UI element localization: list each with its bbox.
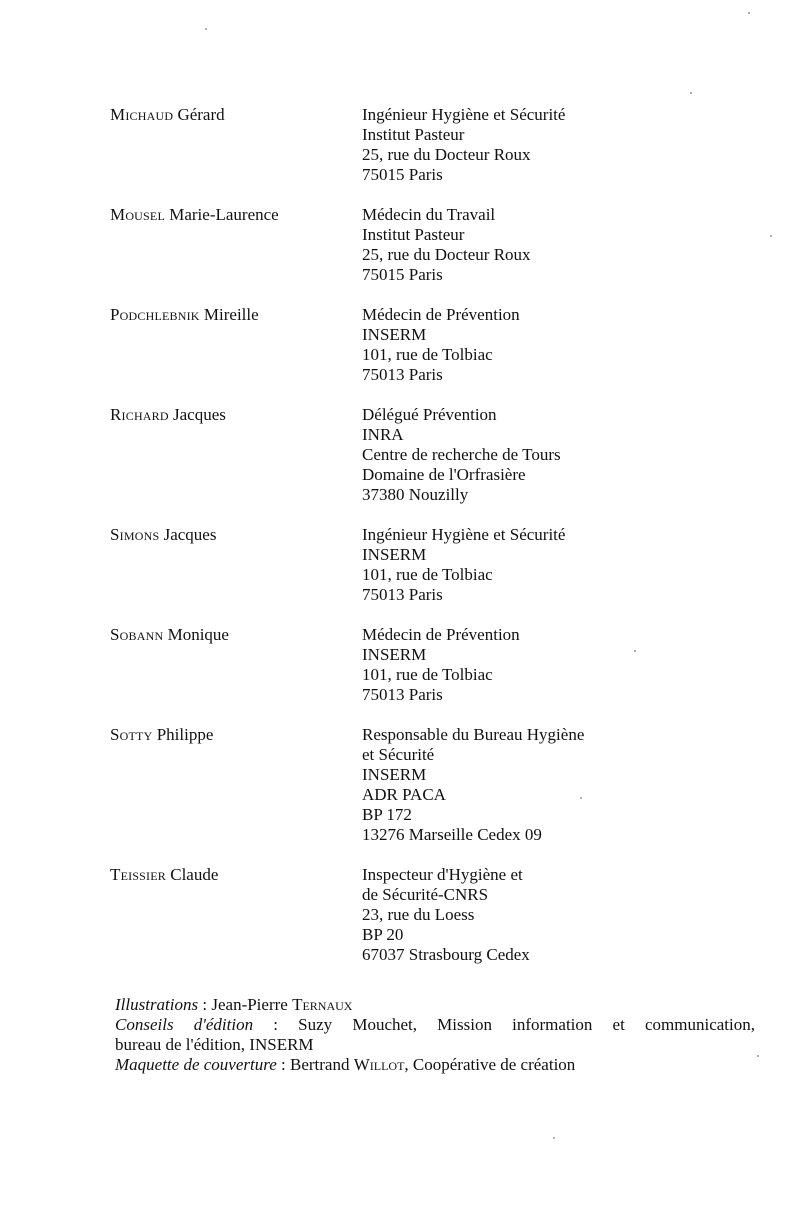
contributor-address [362, 525, 730, 605]
contributor-entry [110, 625, 730, 705]
credit-conseils-continued: bureau de l'édition, INSERM [115, 1035, 314, 1054]
contributor-surname: Michaud [110, 105, 174, 124]
address-line: ADR PACA [362, 785, 446, 804]
credit-maquette-rest: , Coopérative de création [404, 1055, 576, 1074]
scan-speck [770, 235, 772, 237]
contributor-name [110, 865, 362, 965]
contributor-address [362, 105, 730, 185]
address-line: Ingénieur Hygiène et Sécurité [362, 105, 566, 124]
address-line: INSERM [362, 325, 427, 344]
address-line: 67037 Strasbourg Cedex [362, 945, 530, 964]
credit-conseils-text: Suzy Mouchet, Mission information et communication, [298, 1015, 755, 1034]
scan-speck [757, 1055, 759, 1057]
contributor-surname: Richard [110, 405, 169, 424]
contributor-name [110, 105, 362, 185]
scan-speck [634, 650, 636, 652]
address-line: Institut Pasteur [362, 225, 465, 244]
address-line: 101, rue de Tolbiac [362, 345, 493, 364]
address-line: 75015 Paris [362, 265, 443, 284]
address-line: 75013 Paris [362, 585, 443, 604]
contributor-surname: Mousel [110, 205, 165, 224]
contributor-name [110, 525, 362, 605]
address-line: Ingénieur Hygiène et Sécurité [362, 525, 566, 544]
address-line: Centre de recherche de Tours [362, 445, 561, 464]
scan-speck [205, 28, 207, 30]
address-line: 25, rue du Docteur Roux [362, 245, 531, 264]
scan-speck [748, 12, 750, 14]
address-line: Médecin du Travail [362, 205, 496, 224]
contributor-name [110, 305, 362, 385]
credit-maquette-name: Bertrand [289, 1055, 350, 1074]
address-line: Médecin de Prévention [362, 625, 520, 644]
contributor-address [362, 725, 730, 845]
contributor-given-name: Gérard [177, 105, 225, 124]
contributor-given-name: Marie-Laurence [169, 205, 279, 224]
scan-speck [580, 797, 582, 799]
contributor-given-name: Jacques [173, 405, 226, 424]
contributor-given-name: Mireille [203, 305, 259, 324]
address-line: 75015 Paris [362, 165, 443, 184]
contributor-entry [110, 725, 730, 845]
contributor-address [362, 305, 730, 385]
address-line: Inspecteur d'Hygiène et [362, 865, 523, 884]
address-line: 25, rue du Docteur Roux [362, 145, 531, 164]
contributor-entry [110, 205, 730, 285]
address-line: INSERM [362, 645, 427, 664]
contributor-entry [110, 305, 730, 385]
address-line: de Sécurité-CNRS [362, 885, 489, 904]
address-line: 37380 Nouzilly [362, 485, 469, 504]
contributor-name [110, 625, 362, 705]
address-line: 23, rue du Loess [362, 905, 475, 924]
credit-illustrations-label: Illustrations [115, 995, 199, 1014]
address-line: BP 20 [362, 925, 404, 944]
address-line: Médecin de Prévention [362, 305, 520, 324]
address-line: INRA [362, 425, 404, 444]
credit-conseils: Conseils d'édition : Suzy Mouchet, Mission information et communication, [115, 1015, 755, 1034]
contributor-address [362, 205, 730, 285]
contributor-name [110, 405, 362, 505]
credits-block [115, 995, 755, 1075]
address-line: 101, rue de Tolbiac [362, 565, 493, 584]
contributor-entry [110, 405, 730, 505]
contributor-surname: Simons [110, 525, 160, 544]
contributor-surname: Teissier [110, 865, 166, 884]
address-line: et Sécurité [362, 745, 435, 764]
address-line: Domaine de l'Orfrasière [362, 465, 526, 484]
contributor-surname: Podchlebnik [110, 305, 200, 324]
address-line: Délégué Prévention [362, 405, 497, 424]
address-line: INSERM [362, 765, 427, 784]
credit-maquette-surname: Willot [353, 1055, 405, 1074]
address-line: 13276 Marseille Cedex 09 [362, 825, 542, 844]
scan-speck [690, 92, 692, 94]
address-line: 101, rue de Tolbiac [362, 665, 493, 684]
contributor-address [362, 405, 730, 505]
credit-illustrations-surname: Ternaux [292, 995, 353, 1014]
contributor-given-name: Philippe [156, 725, 214, 744]
contributor-name [110, 725, 362, 845]
address-line: INSERM [362, 545, 427, 564]
contributor-given-name: Claude [170, 865, 219, 884]
contributor-given-name: Jacques [163, 525, 217, 544]
credit-maquette-label: Maquette de couverture [115, 1055, 277, 1074]
contributor-entry [110, 105, 730, 185]
credit-maquette: Maquette de couverture : Bertrand Willot, Coopérative de création [115, 1055, 576, 1074]
contributor-given-name: Monique [167, 625, 229, 644]
address-line: BP 172 [362, 805, 412, 824]
contributor-surname: Sotty [110, 725, 153, 744]
credit-illustrations: Illustrations : Jean-Pierre Ternaux [115, 995, 353, 1014]
credit-illustrations-name: Jean-Pierre [211, 995, 288, 1014]
credit-conseils-label: Conseils d'édition [115, 1015, 254, 1034]
contributor-surname: Sobann [110, 625, 164, 644]
contributor-address [362, 625, 730, 705]
address-line: Institut Pasteur [362, 125, 465, 144]
address-line: 75013 Paris [362, 365, 443, 384]
address-line: 75013 Paris [362, 685, 443, 704]
address-line: Responsable du Bureau Hygiène [362, 725, 585, 744]
contributor-entry [110, 525, 730, 605]
scan-speck [553, 1137, 555, 1139]
contributor-address [362, 865, 730, 965]
contributor-name [110, 205, 362, 285]
contributor-entry [110, 865, 730, 965]
